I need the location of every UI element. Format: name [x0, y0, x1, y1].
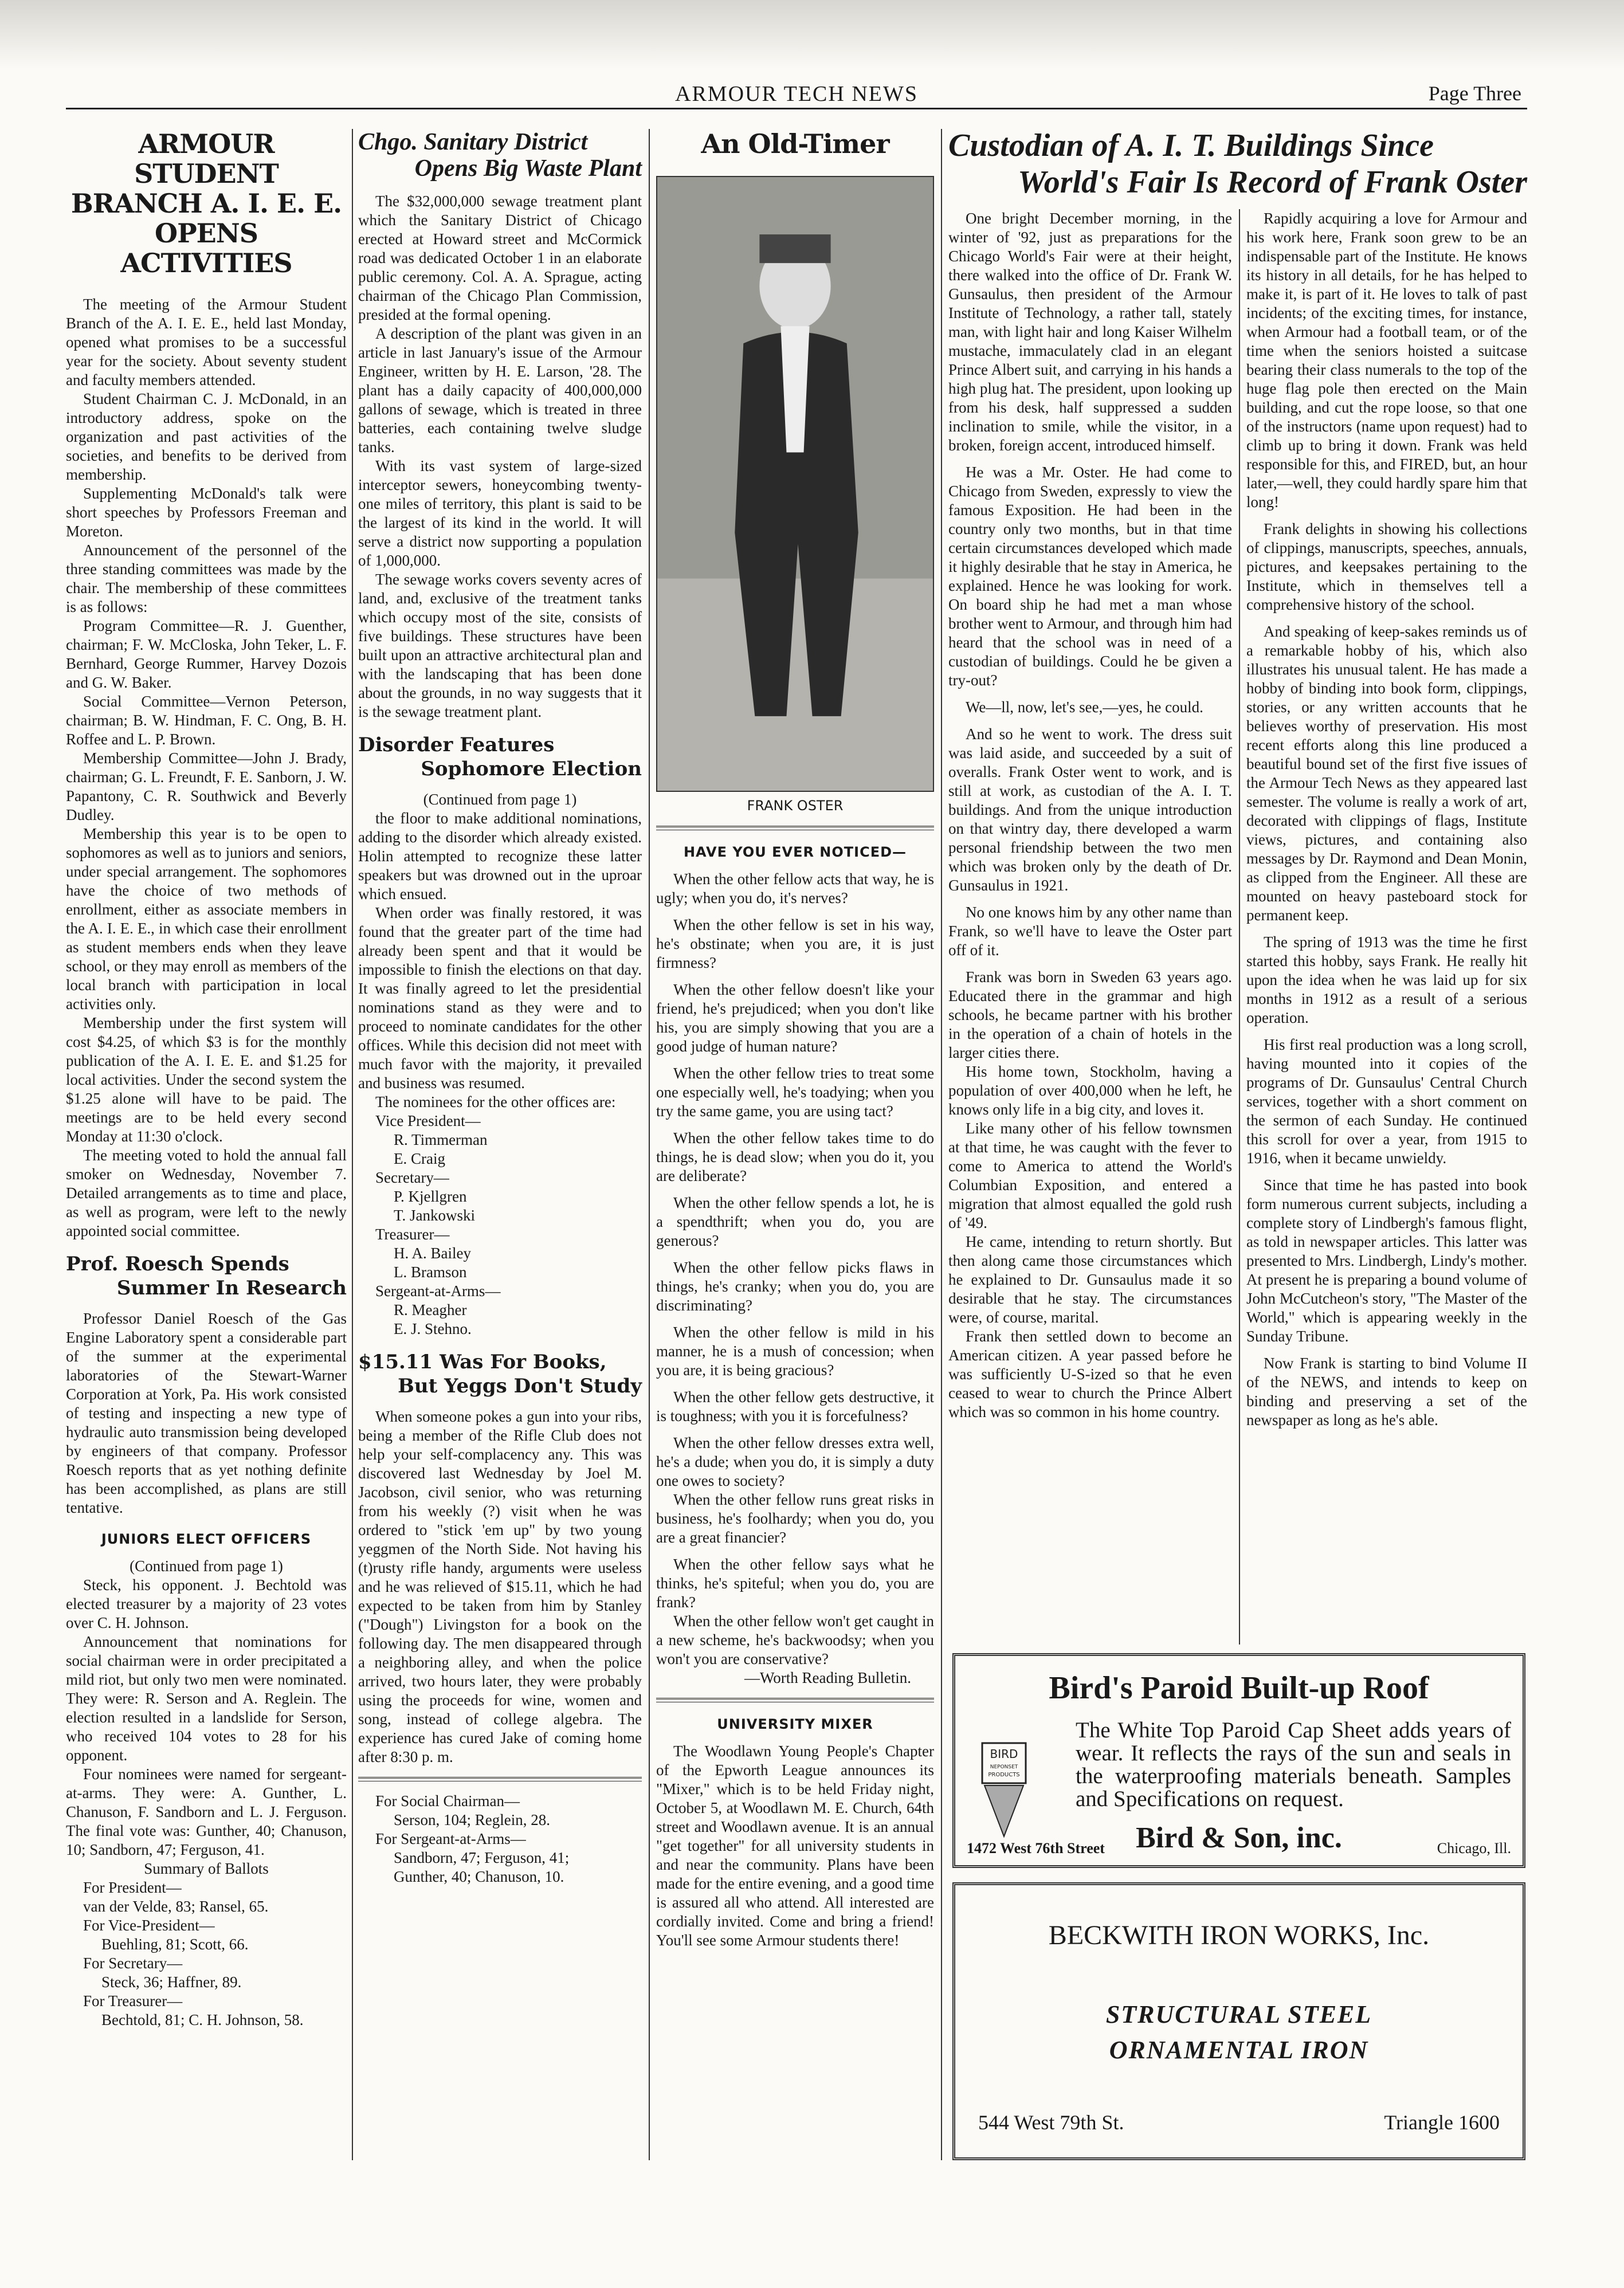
- ad-firm: Bird & Son, inc.: [1136, 1822, 1342, 1854]
- paragraph: The $32,000,000 sewage treatment plant which the Sanitary District of Chicago erected at Howard street and McCormick road was dedicated October 1 in an elaborate public ceremony. Col. A. A. Sprague, acting chairman of the Chicago Plan Commission, presided at the formal opening.: [358, 193, 642, 323]
- ad-title: Bird's Paroid Built-up Roof: [1049, 1670, 1429, 1706]
- paragraph: When order was finally restored, it was found that the greater part of the time had already been spent and that it would be impossible to finish the elections on that day. It was finally agreed to let the presidential nominations stand as they were and to proceed to nominate candidates for the other offices. While this decision did not meet with much favor with the majority, it prevailed and business was resumed.: [358, 904, 642, 1092]
- paragraph: Announcement of the personnel of the three standing committees was made by the chair. The membership of these committees is as follows:: [66, 541, 347, 615]
- paragraph: When the other fellow doesn't like your friend, he's prejudiced; when you don't like his, you are simply showing that you are a good judge of human nature?: [656, 981, 934, 1055]
- paragraph: Frank then settled down to become an American citizen. A year passed before he was sufficiently U-S-ized so that he even ceased to wear to church the Prince Albert which was so common in his home country.: [948, 1328, 1232, 1420]
- spacer: [656, 1380, 934, 1388]
- spacer: [1246, 925, 1527, 933]
- spacer: [1246, 1168, 1527, 1176]
- beckwith-iron-works-ad: [952, 1882, 1525, 2160]
- headline: [358, 1350, 642, 1398]
- headline-line: Opens Big Waste Plant: [414, 155, 642, 182]
- continued-note: (Continued from page 1): [423, 791, 577, 808]
- paragraph: Four nominees were named for sergeant-at-arms. They were: A. Gunther, L. Chanuson, F. Sandborn and L. J. Ferguson. The final vote was: Gunther, 40; Chanuson, 10; Sandborn, 47; Ferguson, 41.: [66, 1765, 347, 1858]
- spacer: [948, 895, 1232, 903]
- masthead: [66, 80, 1527, 109]
- feature-headline-line1: Custodian of A. I. T. Buildings Since: [948, 128, 1434, 163]
- paragraph: And so he went to work. The dress suit was laid aside, and succeeded by a suit of overalls. Frank Oster went to work, and is still at work, as custodian of the A. I. T. buildings. And from the unique introduction on that wintry day, there developed a warm personal friendship between the two men which was broken only by the death of Dr. Gunsaulus in 1921.: [948, 725, 1232, 894]
- bird-roofing-ad: [952, 1653, 1525, 1868]
- svg-text:BIRD: BIRD: [990, 1747, 1018, 1761]
- page-number: Page Three: [1428, 82, 1521, 105]
- svg-text:NEPONSET: NEPONSET: [990, 1764, 1018, 1770]
- column-rule: [1239, 209, 1240, 1645]
- paragraph: The sewage works covers seventy acres of land, and, exclusive of the treatment tanks which occupy most of the site, consists of five buildings. These structures have been built upon an attractive architectural plan and with the landscaping that has been done about the grounds, in no way suggests that it is the sewage treatment plant.: [358, 571, 642, 720]
- divider: [656, 826, 934, 830]
- divider: [358, 1777, 642, 1781]
- paragraph: When someone pokes a gun into your ribs, being a member of the Rifle Club does not help your self-complacency any. This was discovered last Wednesday by Joel M. Jacobson, civil senior, who was returning from his weekly (?) visit when he was ordered to "stick 'em up" by two young yeggmen of the North Side. Not having his (t)rusty rifle handy, arguments were useless and he was relieved of $15.11, which he had expected to be taken from him by Stanley ("Dough") Livingston for a book on the following day. The men disappeared through a neighboring alley, and when the police arrived, two hours later, they were probably using the proceeds for wine, women and song, instead of college algebra. The experience has cured Jake of coming home after 8:30 p. m.: [358, 1408, 642, 1765]
- divider: [656, 1698, 934, 1702]
- continued-note: Summary of Ballots: [144, 1860, 269, 1877]
- paragraph: The nominees for the other offices are:: [375, 1093, 616, 1110]
- paragraph: When the other fellow is mild in his manner, he is a mush of concession; when you are, it is being gracious?: [656, 1324, 934, 1379]
- spacer: [948, 455, 1232, 463]
- paragraph: Since that time he has pasted into book form numerous current subjects, including a complete story of Lindbergh's famous flight, as told in newspaper articles. This latter was presented to Mrs. Lindbergh, Lindy's mother. At present he is preparing a bound volume of John McCutcheon's story, "The Master of the World," which is appearing weekly in the Sunday Tribune.: [1246, 1176, 1527, 1345]
- ad-body: The White Top Paroid Cap Sheet adds years of wear. It reflects the rays of the sun and seals in the waterproofing materials beneath. Samples and Specifications on request.: [1076, 1718, 1511, 1811]
- spacer: [656, 1056, 934, 1064]
- spacer: [656, 1186, 934, 1194]
- paragraph: Supplementing McDonald's talk were short speeches by Professors Freeman and Moreton.: [66, 485, 347, 540]
- paragraph: Announcement that nominations for social chairman were in order precipitated a mild riot, but only two men were nominated. They were: R. Serson and A. Reglein. The election resulted in a landslide for Serson, who received 104 votes to 28 for his opponent.: [66, 1633, 347, 1764]
- headline-line: Sophomore Election: [421, 758, 642, 780]
- paragraph: Professor Daniel Roesch of the Gas Engine Laboratory spent a considerable part of the summer at the experimental laboratories of the Stewart-Warner Corporation at York, Pa. His work consisted of testing and inspecting a new type of hydraulic auto transmission being developed by engineers of that company. Professor Roesch reports that as yet nothing definite has been accomplished, as plans are still tentative.: [66, 1310, 347, 1516]
- list-item: E. J. Stehno.: [394, 1320, 472, 1337]
- column-1: [66, 129, 347, 2030]
- spacer: [948, 960, 1232, 968]
- spacer: [1246, 1346, 1527, 1354]
- paragraph: When the other fellow runs great risks in business, he's foolhardy; when you do, you are a great financier?: [656, 1491, 934, 1546]
- paragraph: Membership Committee—John J. Brady, chairman; G. L. Freundt, F. E. Sanborn, J. W. Papantony, C. R. Southwick and Beverly Dudley.: [66, 749, 347, 823]
- headline: [66, 1252, 347, 1300]
- paragraph: When the other fellow dresses extra well, he's a dude; when you do, it is simply a duty one owes to society?: [656, 1434, 934, 1489]
- ad-address: 1472 West 76th Street: [967, 1840, 1105, 1857]
- ad-city: Chicago, Ill.: [1437, 1840, 1511, 1857]
- paragraph: When the other fellow tries to treat some one especially well, he's toadying; when you try the same game, you are using tact?: [656, 1065, 934, 1120]
- spacer: [1246, 1027, 1527, 1035]
- list-item: R. Meagher: [394, 1301, 467, 1318]
- headline: ARMOUR STUDENT BRANCH A. I. E. E. OPENS ACTIVITIES: [70, 128, 342, 278]
- paragraph: We—ll, now, let's see,—yes, he could.: [966, 698, 1203, 716]
- list-item: For Social Chairman—: [375, 1792, 520, 1810]
- spacer: [656, 1426, 934, 1434]
- paragraph: When the other fellow gets destructive, it is toughness; with you it is forcefulness?: [656, 1388, 934, 1424]
- list-item: Gunther, 40; Chanuson, 10.: [394, 1868, 564, 1885]
- ad-phone: Triangle 1600: [1384, 2111, 1500, 2134]
- paragraph: When the other fellow won't get caught in a new scheme, he's backwoodsy; when you won't you are conservative?: [656, 1612, 934, 1667]
- photo-caption: FRANK OSTER: [747, 798, 844, 814]
- headline-line: Prof. Roesch Spends: [66, 1253, 289, 1276]
- ad-line-structural-steel: STRUCTURAL STEEL: [1105, 2000, 1372, 2028]
- list-item: Sergeant-at-Arms—: [375, 1282, 501, 1300]
- list-item: van der Velde, 83; Ransel, 65.: [83, 1898, 269, 1915]
- list-item: E. Craig: [394, 1150, 445, 1167]
- paragraph: One bright December morning, in the winter of '92, just as preparations for the Chicago World's Fair were at their height, there walked into the office of Dr. Frank W. Gunsaulus, then president of the Armour Institute of Technology, a rather tall, stately man, with light hair and long Kaiser Wilhelm mustache, immaculately clad in an elegant Prince Albert suit, and carrying in his hands a high plug hat. The president, upon looking up from his desk, half suppressed a sudden inclination to smile, while the visitor, in a broken, foreign accent, introduced himself.: [948, 210, 1232, 454]
- photo-frank-oster: [656, 176, 934, 792]
- paragraph: The spring of 1913 was the time he first started this hobby, says Frank. He really hit upon the idea when he was laid up for six months in 1912 as a result of a serious operation.: [1246, 933, 1527, 1026]
- column-3: [656, 129, 934, 1950]
- headline-line: Summer In Research: [116, 1277, 347, 1300]
- list-item: Vice President—: [375, 1112, 481, 1129]
- paragraph: His home town, Stockholm, having a population of over 400,000 when he left, he knows only life in a big city, and loves it.: [948, 1063, 1232, 1118]
- source-credit: —Worth Reading Bulletin.: [744, 1669, 911, 1686]
- list-item: Serson, 104; Reglein, 28.: [394, 1811, 550, 1828]
- paragraph: When the other fellow is set in his way, he's obstinate; when you are, it is just firmness?: [656, 916, 934, 971]
- feature-headline: [948, 127, 1527, 201]
- paragraph: the floor to make additional nominations, adding to the disorder which already existed. Holin attempted to recognize these latter speakers but was drowned out in the uproar which ensued.: [358, 810, 642, 902]
- ad-address: 544 West 79th St.: [978, 2111, 1124, 2134]
- list-item: For Sergeant-at-Arms—: [375, 1830, 526, 1847]
- paragraph: When the other fellow acts that way, he is ugly; when you do, it's nerves?: [656, 870, 934, 906]
- subheading: UNIVERSITY MIXER: [717, 1716, 873, 1732]
- newspaper-title: ARMOUR TECH NEWS: [675, 82, 918, 106]
- list-item: Sandborn, 47; Ferguson, 41;: [394, 1849, 570, 1866]
- feature-headline-line2: World's Fair Is Record of Frank Oster: [1018, 164, 1527, 200]
- headline: [358, 129, 642, 182]
- list-item: Secretary—: [375, 1169, 449, 1186]
- paragraph: Student Chairman C. J. McDonald, in an introductory address, spoke on the organization and past activities of the societies, and benefits to be derived from membership.: [66, 390, 347, 483]
- paragraph: When the other fellow spends a lot, he is a spendthrift; when you do, you are generous?: [656, 1194, 934, 1249]
- spacer: [1246, 512, 1527, 520]
- spacer: [948, 717, 1232, 725]
- paragraph: Membership under the first system will cost $4.25, of which $3 is for the monthly publication of the A. I. E. E. and $1.25 for local activities. Under the second system the $1.25 alone will have to be paid. The meetings are to be held every second Monday at 11:30 o'clock.: [66, 1014, 347, 1145]
- spacer: [948, 690, 1232, 698]
- paragraph: Like many other of his fellow townsmen at that time, he was caught with the fever to come to America to attend the World's Columbian Exposition, and entered a migration that almost equalled the gold rush of '49.: [948, 1120, 1232, 1231]
- spacer: [656, 1250, 934, 1258]
- paragraph: Now Frank is starting to bind Volume II of the NEWS, and intends to keep on binding and preserving a set of the newspaper as long as he's able.: [1246, 1355, 1527, 1428]
- headline-line: Disorder Features: [358, 733, 555, 756]
- spacer: [656, 1121, 934, 1129]
- paragraph: Steck, his opponent. J. Bechtold was elected treasurer by a majority of 23 votes over C. H. Johnson.: [66, 1576, 347, 1631]
- column-2: [358, 129, 642, 1886]
- spacer: [656, 1547, 934, 1555]
- spacer: [656, 972, 934, 980]
- list-item: R. Timmerman: [394, 1131, 488, 1148]
- column-rule: [352, 129, 353, 2160]
- headline: [358, 733, 642, 781]
- subheading: HAVE YOU EVER NOTICED—: [683, 844, 907, 860]
- list-item: For President—: [83, 1879, 182, 1896]
- column-rule: [649, 129, 650, 2160]
- headline: An Old-Timer: [701, 128, 889, 159]
- paragraph: No one knows him by any other name than Frank, so we'll have to leave the Oster part off of it.: [948, 904, 1232, 959]
- list-item: Steck, 36; Haffner, 89.: [101, 1973, 242, 1991]
- list-item: For Secretary—: [83, 1955, 183, 1972]
- paragraph: Frank delights in showing his collections of clippings, manuscripts, speeches, annuals, pictures, and keepsakes pertaining to the Institute, which in themselves tell a comprehensive history of the school.: [1246, 520, 1527, 613]
- paragraph: Social Committee—Vernon Peterson, chairman; B. W. Hindman, F. C. Ong, B. H. Roffee and L. P. Brown.: [66, 693, 347, 748]
- paragraph: And speaking of keep-sakes reminds us of a remarkable hobby of his, which also illustrates his unusual talent. He has made a hobby of binding into book form, clippings, stories, or any written accounts that he believes worthy of preservation. His most recent efforts along this line produced a beautiful bound set of the first five issues of the Armour Tech News as they appeared last semester. The volume is really a work of art, decorated with clippings of flags, Institute views, pictures, and containing also messages by Dr. Raymond and Dean Monin, as clipped from the Engineer. All these are mounted on heavy pasteboard stock for permanent keep.: [1246, 623, 1527, 924]
- headline-line: $15.11 Was For Books,: [358, 1351, 607, 1373]
- ad-title: BECKWITH IRON WORKS, Inc.: [1048, 1920, 1430, 1951]
- paragraph: When the other fellow says what he thinks, he's spiteful; when you do, you are frank?: [656, 1556, 934, 1611]
- page-edge-shading: [0, 0, 1624, 69]
- paragraph: The meeting of the Armour Student Branch of the A. I. E. E., held last Monday, opened what promises to be a successful year for the society. About seventy student and faculty members attended.: [66, 296, 347, 388]
- spacer: [1246, 614, 1527, 622]
- paragraph: Membership this year is to be open to sophomores as well as to juniors and seniors, under special arrangement. The sophomores have the choice of two methods of enrollment, either as associate members in the A. I. E. E., in which case their enrollment as student members ends when they leave school, or they may enroll as members of the local branch with participation in local activities only.: [66, 825, 347, 1012]
- list-item: Bechtold, 81; C. H. Johnson, 58.: [101, 2011, 304, 2028]
- paragraph: Frank was born in Sweden 63 years ago. Educated there in the grammar and high schools, he became partner with his brother in the operation of a chain of hotels in the larger cities there.: [948, 968, 1232, 1061]
- list-item: L. Bramson: [394, 1263, 467, 1281]
- list-item: H. A. Bailey: [394, 1245, 471, 1262]
- column-5: [1246, 209, 1527, 1430]
- paragraph: When the other fellow takes time to do things, he is dead slow; when you do it, you are deliberate?: [656, 1129, 934, 1184]
- continued-note: (Continued from page 1): [130, 1557, 283, 1575]
- paragraph: The Woodlawn Young People's Chapter of the Epworth League announces its "Mixer," which is to be held Friday night, October 5, at Woodlawn M. E. Church, 64th street and Woodlawn avenue. It is an annual "get together" for all university students in and near the community. Plans have been made for the entire evening, and a good time is assured all who attend. All interested are cordially invited. Come and bring a friend! You'll see some Armour students there!: [656, 1743, 934, 1949]
- ad-line-ornamental-iron: ORNAMENTAL IRON: [1109, 2036, 1369, 2064]
- spacer: [656, 1315, 934, 1323]
- headline-line: But Yeggs Don't Study: [398, 1375, 642, 1398]
- list-item: Treasurer—: [375, 1226, 450, 1243]
- paragraph: When the other fellow picks flaws in things, he's cranky; when you do, you are discriminating?: [656, 1259, 934, 1314]
- paragraph: Program Committee—R. J. Guenther, chairman; F. W. McCloska, John Teker, L. F. Bernhard, George Rummer, Harvey Dozois and G. W. Baker.: [66, 617, 347, 691]
- list-item: Buehling, 81; Scott, 66.: [101, 1936, 249, 1953]
- column-4: [948, 209, 1232, 1422]
- paragraph: Rapidly acquiring a love for Armour and his work here, Frank soon grew to be an indispensable part of the Institute. He knows its history in all details, for he has helped to make it, is part of it. He loves to talk of past incidents; of the exciting times, for instance, when Armour had a football team, or of the time when the seniors hoisted a suitcase bearing their class numerals to the top of the huge flag pole then erected on the Main building, and cut the rope loose, so that one of the instructors (name upon request) had to climb up to bring it down. Frank was held responsible for this, and FIRED, but, an hour later,—well, they could hardly spare him that long!: [1246, 210, 1527, 511]
- paragraph: His first real production was a long scroll, having mounted into it copies of the programs of Dr. Gunsaulus' Central Church services, together with a short comment on the sermon of each Sunday. He continued this scroll for over a year, from 1915 to 1916, when it became unwieldy.: [1246, 1036, 1527, 1167]
- subheading: JUNIORS ELECT OFFICERS: [101, 1531, 312, 1547]
- column-rule: [941, 129, 942, 2160]
- paragraph: He came, intending to return shortly. But then along came those circumstances which he explained to Dr. Gunsaulus made it so desirable that he stay. The circumstances were, of course, marital.: [948, 1233, 1232, 1326]
- list-item: For Vice-President—: [83, 1917, 215, 1934]
- list-item: For Treasurer—: [83, 1992, 183, 2010]
- headline-line: Chgo. Sanitary District: [358, 129, 588, 155]
- list-item: P. Kjellgren: [394, 1188, 467, 1205]
- paragraph: A description of the plant was given in an article in last January's issue of the Armour Engineer, written by H. E. Larson, '28. The plant has a daily capacity of 400,000,000 gallons of sewage, which is treated in three batteries, each containing twelve sludge tanks.: [358, 325, 642, 456]
- paragraph: With its vast system of large-sized interceptor sewers, honeycombing twenty-one miles of territory, this plant is said to be the largest of its kind in the world. It will serve a district now supporting a population of 1,000,000.: [358, 457, 642, 569]
- paragraph: He was a Mr. Oster. He had come to Chicago from Sweden, expressly to view the famous Exposition. He had been in the country only two months, but in that time certain circumstances developed which made it highly desirable that he stay in America, he explained. Hence he was looking for work. On board ship he had met a man whose brother went to Armour, and through him had heard that the school was in need of a custodian of buildings. Could he be given a try-out?: [948, 464, 1232, 689]
- svg-text:PRODUCTS: PRODUCTS: [988, 1772, 1020, 1778]
- spacer: [656, 908, 934, 916]
- paragraph: The meeting voted to hold the annual fall smoker on Wednesday, November 7. Detailed arrangements as to time and place, as well as program, were left to the newly appointed social committee.: [66, 1147, 347, 1239]
- list-item: T. Jankowski: [394, 1207, 475, 1224]
